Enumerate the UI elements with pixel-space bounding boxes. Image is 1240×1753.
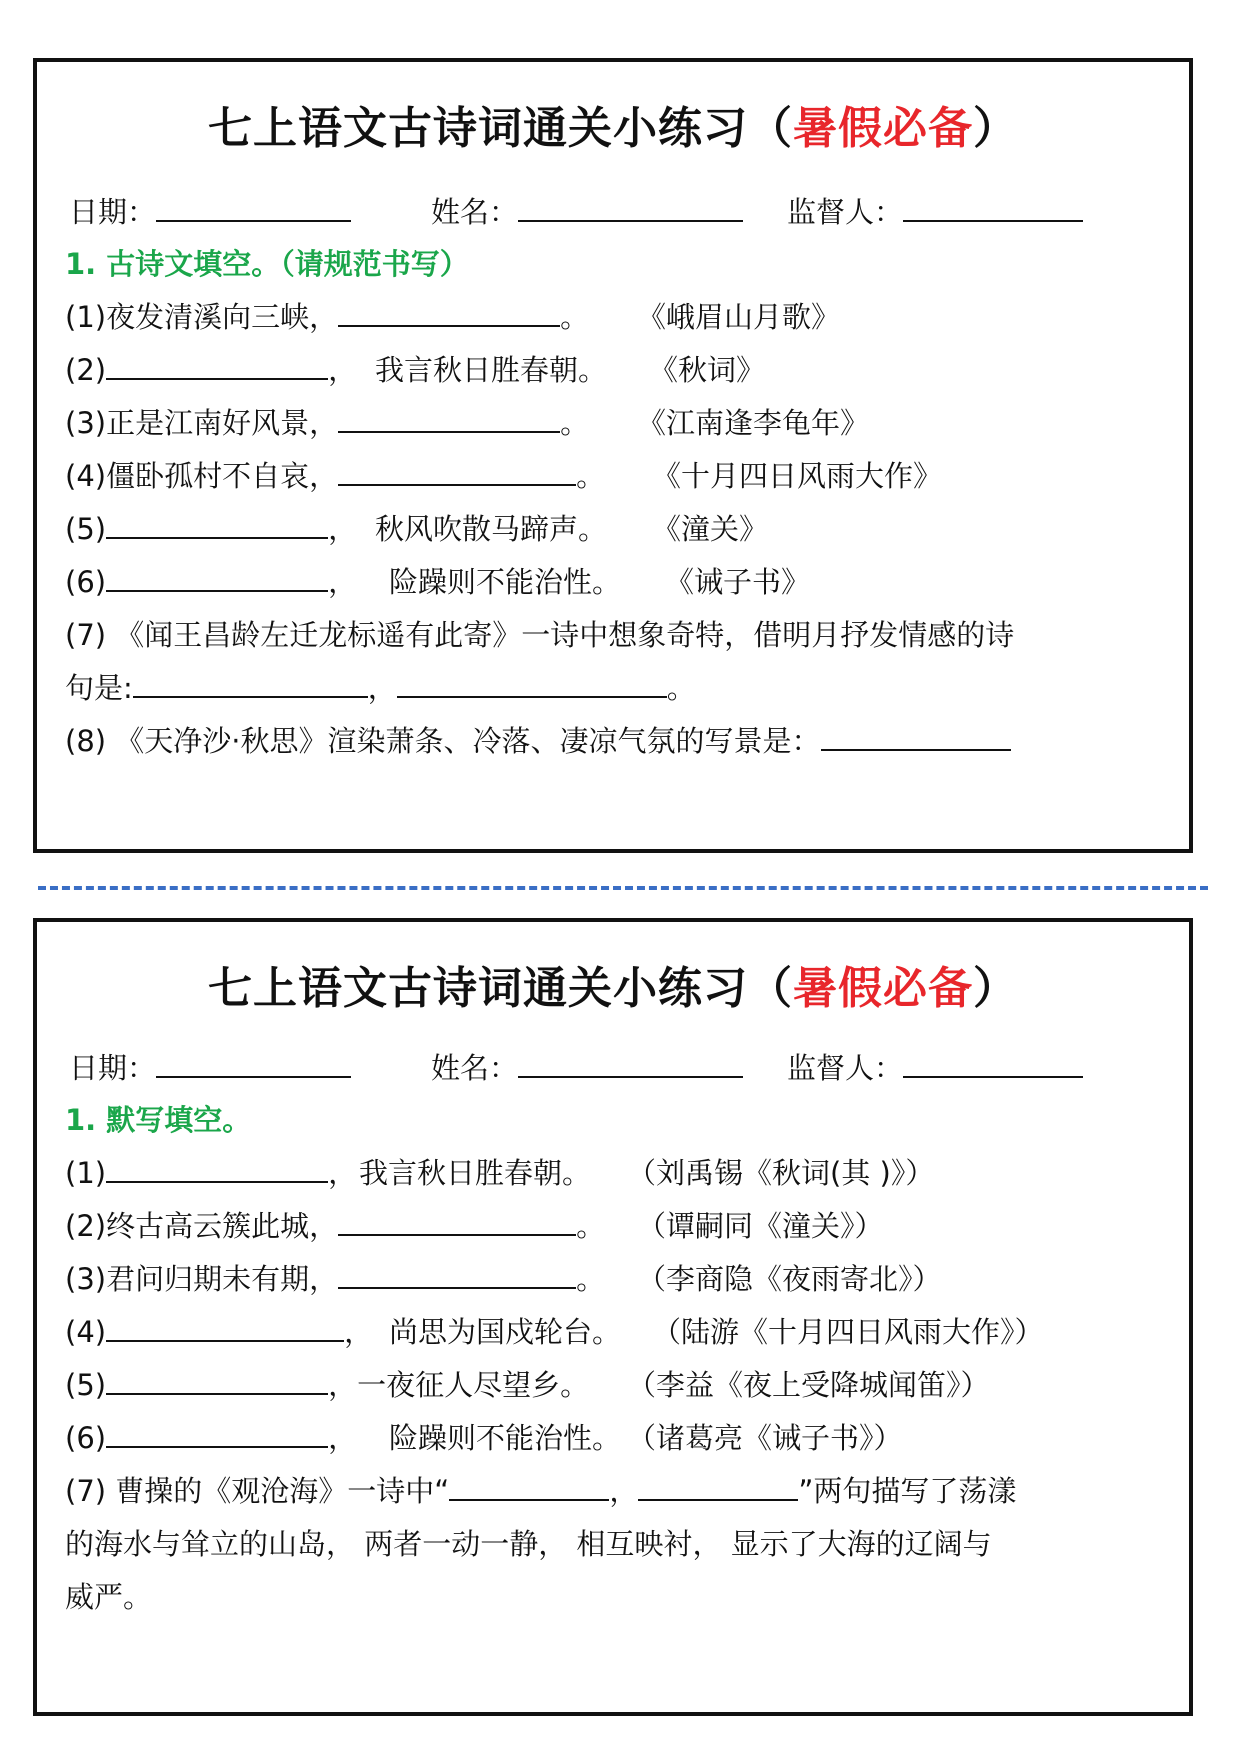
answer-blank[interactable] xyxy=(133,668,368,698)
question-3-source: （李商隐《夜雨寄北》） xyxy=(637,1262,942,1296)
question-7-line-3: 威严。 xyxy=(65,1580,153,1614)
question-3: (3)君问归期未有期， 。 xyxy=(65,1257,605,1298)
supervisor-label: 监督人： xyxy=(787,1051,904,1085)
answer-blank[interactable] xyxy=(106,1365,328,1395)
date-label: 日期： xyxy=(69,195,157,229)
answer-blank[interactable] xyxy=(106,1153,328,1183)
question-7: (7) 曹操的《观沧海》一诗中“ ， ”两句描写了荡漾 xyxy=(65,1469,1016,1510)
name-blank[interactable] xyxy=(518,1048,743,1078)
question-4: (4)僵卧孤村不自哀， 。 xyxy=(65,454,605,495)
answer-blank[interactable] xyxy=(338,1259,576,1289)
worksheet-card-2 xyxy=(33,918,1193,1716)
answer-blank[interactable] xyxy=(106,1312,344,1342)
question-1-source: 《峨眉山月歌》 xyxy=(637,300,841,334)
question-5-source: （李益《夜上受降城闻笛》） xyxy=(627,1368,990,1402)
question-3-source: 《江南逢李龟年》 xyxy=(637,406,870,440)
worksheet-card-1 xyxy=(33,58,1193,853)
question-2-source: （谭嗣同《潼关》） xyxy=(637,1209,884,1243)
question-5-text: 秋风吹散马蹄声。 xyxy=(375,512,608,546)
question-2-text: 我言秋日胜春朝。 xyxy=(375,353,608,387)
date-field xyxy=(69,1046,351,1087)
name-label: 姓名： xyxy=(431,1051,519,1085)
answer-blank[interactable] xyxy=(338,403,560,433)
supervisor-blank[interactable] xyxy=(903,1048,1083,1078)
worksheet-title: 七上语文古诗词通关小练习（暑假必备） xyxy=(208,963,1018,1014)
question-7: (7) 《闻王昌龄左迁龙标遥有此寄》一诗中想象奇特，借明月抒发情感的诗 xyxy=(65,618,1015,652)
date-blank[interactable] xyxy=(156,1048,351,1078)
answer-blank[interactable] xyxy=(106,509,328,539)
supervisor-blank[interactable] xyxy=(903,192,1083,222)
question-1: (1)夜发清溪向三峡， 。 xyxy=(65,295,589,336)
question-6-text: 险躁则不能治性。 xyxy=(389,1421,622,1455)
answer-blank[interactable] xyxy=(638,1471,798,1501)
name-blank[interactable] xyxy=(518,192,743,222)
date-field xyxy=(69,190,351,231)
question-1-text: 我言秋日胜春朝。 xyxy=(359,1156,592,1190)
question-6-source: （诸葛亮《诫子书》） xyxy=(627,1421,903,1455)
answer-blank[interactable] xyxy=(338,456,576,486)
section-heading: 1. 古诗文填空。（请规范书写） xyxy=(65,247,469,281)
question-5-source: 《潼关》 xyxy=(652,512,769,546)
answer-blank[interactable] xyxy=(106,1418,328,1448)
answer-blank[interactable] xyxy=(821,721,1011,751)
question-6: (6) ， xyxy=(65,1416,357,1457)
question-6-text: 险躁则不能治性。 xyxy=(389,565,622,599)
name-field xyxy=(431,1046,743,1087)
answer-blank[interactable] xyxy=(338,1206,576,1236)
supervisor-label: 监督人： xyxy=(787,195,904,229)
question-6-source: 《诫子书》 xyxy=(665,565,811,599)
question-5: (5) ， xyxy=(65,507,357,548)
name-label: 姓名： xyxy=(431,195,519,229)
supervisor-field xyxy=(787,190,1083,231)
dashed-divider xyxy=(38,886,1208,890)
question-7-line-2: 的海水与耸立的山岛， 两者一动一静， 相互映衬， 显示了大海的辽阔与 xyxy=(65,1527,992,1561)
section-heading: 1. 默写填空。 xyxy=(65,1103,252,1137)
question-4-source: （陆游《十月四日风雨大作》） xyxy=(652,1315,1044,1349)
question-3: (3)正是江南好风景， 。 xyxy=(65,401,589,442)
title-highlight: 暑假必备 xyxy=(793,103,973,154)
question-2-source: 《秋词》 xyxy=(649,353,766,387)
date-label: 日期： xyxy=(69,1051,157,1085)
answer-blank[interactable] xyxy=(397,668,667,698)
question-2: (2) ， xyxy=(65,348,357,389)
question-2: (2)终古高云簇此城， 。 xyxy=(65,1204,605,1245)
answer-blank[interactable] xyxy=(449,1471,609,1501)
question-4: (4) ， xyxy=(65,1310,373,1351)
answer-blank[interactable] xyxy=(338,297,560,327)
question-5: (5) ，一夜征人尽望乡。 xyxy=(65,1363,589,1404)
question-4-text: 尚思为国戍轮台。 xyxy=(389,1315,622,1349)
question-4-source: 《十月四日风雨大作》 xyxy=(652,459,943,493)
question-8: (8) 《天净沙·秋思》渲染萧条、冷落、凄凉气氛的写景是： xyxy=(65,719,1011,760)
question-1: (1) ， xyxy=(65,1151,357,1192)
date-blank[interactable] xyxy=(156,192,351,222)
question-1-source: （刘禹锡《秋词(其 )》） xyxy=(627,1156,935,1190)
title-highlight: 暑假必备 xyxy=(793,963,973,1014)
worksheet-title: 七上语文古诗词通关小练习（暑假必备） xyxy=(208,103,1018,154)
name-field xyxy=(431,190,743,231)
question-6: (6) ， xyxy=(65,560,357,601)
question-7-answer: 句是: ， 。 xyxy=(65,666,696,707)
answer-blank[interactable] xyxy=(106,350,328,380)
supervisor-field xyxy=(787,1046,1083,1087)
answer-blank[interactable] xyxy=(106,562,328,592)
